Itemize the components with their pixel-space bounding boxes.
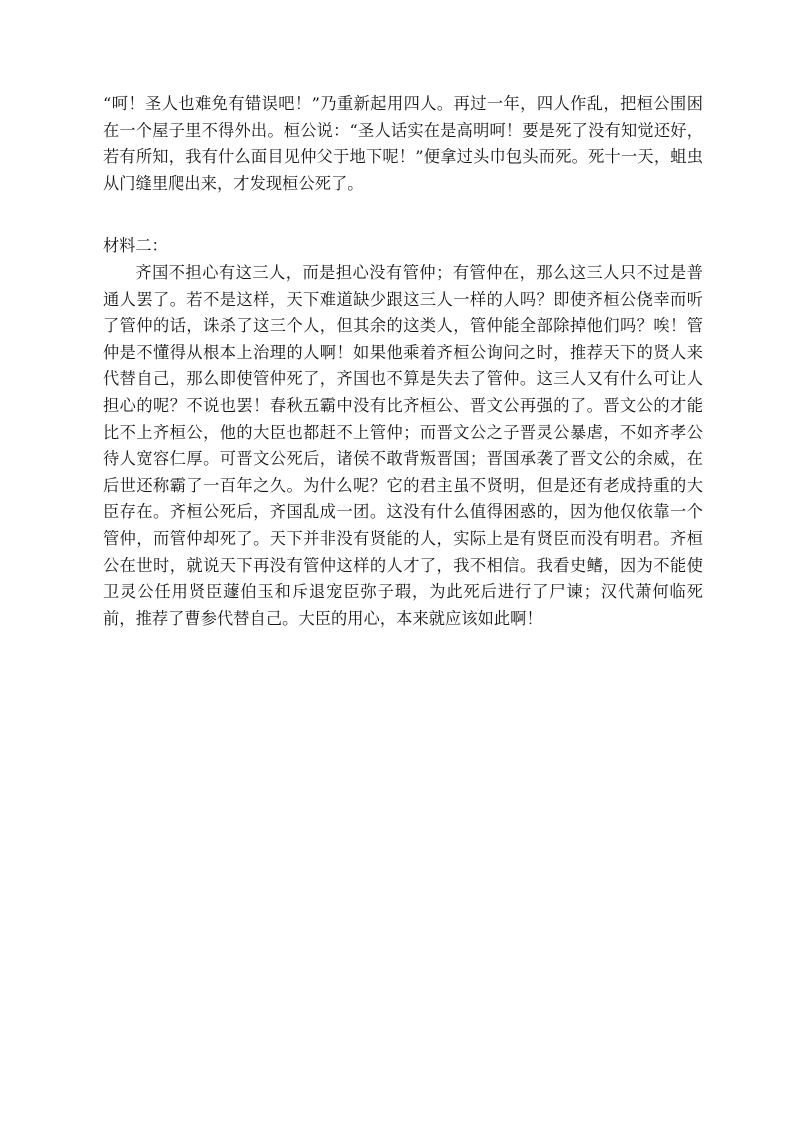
- section-heading: 材料二：: [103, 236, 168, 255]
- paragraph-2: 齐国不担心有这三人，而是担心没有管仲；有管仲在，那么这三人只不过是普通人罢了。若不是这样，天下难道缺少跟这三人一样的人吗？即使齐桓公侥幸而听了管仲的话，诛杀了这三个人，但其余的这类人，管仲能全部除掉他们吗？唉！管仲是不懂得从根本上治理的人啊！如果他乘着齐桓公询问之时，推荐天下的贤人来代替自己，那么即使管仲死了，齐国也不算是失去了管仲。这三人又有什么可让人担心的呢？不说也罢！春秋五霸中没有比齐桓公、晋文公再强的了。晋文公的才能比不上齐桓公，他的大臣也都赶不上管仲；而晋文公之子晋灵公暴虐，不如齐孝公待人宽容仁厚。可晋文公死后，诸侯不敢背叛晋国；晋国承袭了晋文公的余威，在后世还称霸了一百年之久。为什么呢？它的君主虽不贤明，但是还有老成持重的大臣存在。齐桓公死后，齐国乱成一团。这没有什么值得困惑的，因为他仅依靠一个管仲，而管仲却死了。天下并非没有贤能的人，实际上是有贤臣而没有明君。齐桓公在世时，就说天下再没有管仲这样的人才了，我不相信。我看史鳍，因为不能使卫灵公任用贤臣蘧伯玉和斥退宠臣弥子瑕，为此死后进行了尸谏；汉代萧何临死前，推荐了曹参代替自己。大臣的用心，本来就应该如此啊！: [103, 263, 703, 628]
- paragraph-1: “呵！圣人也难免有错误吧！”乃重新起用四人。再过一年，四人作乱，把桓公围困在一个屋子里不得外出。桓公说：“圣人话实在是高明呵！要是死了没有知觉还好，若有所知，我有什么面目见仲父于地下呢！”便拿过头巾包头而死。死十一天，蛆虫从门缝里爬出来，才发现桓公死了。: [103, 94, 703, 193]
